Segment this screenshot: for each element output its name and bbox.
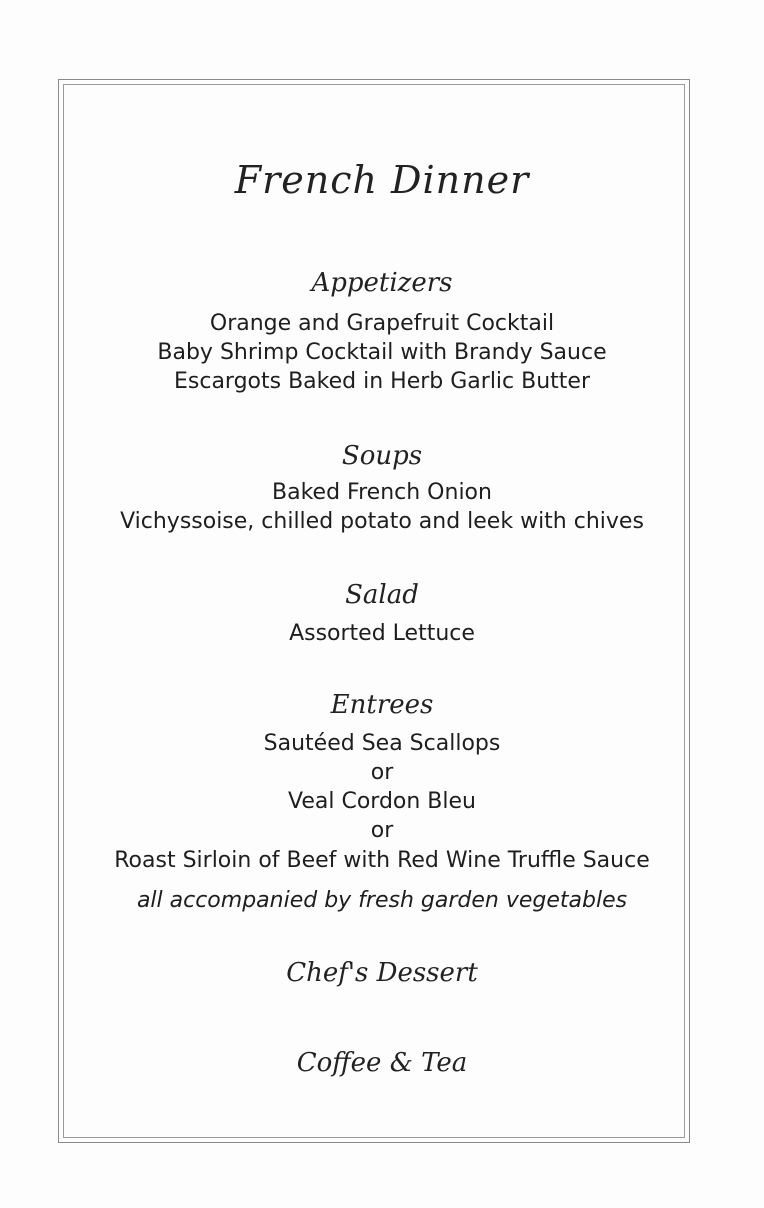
menu-item: Orange and Grapefruit Cocktail [209,311,555,336]
menu-item: Escargots Baked in Herb Garlic Butter [173,369,590,394]
menu-item: Baby Shrimp Cocktail with Brandy Sauce [157,340,607,365]
menu-item: Assorted Lettuce [289,621,475,646]
menu-item: Veal Cordon Bleu [288,789,476,814]
menu-item-or: or [370,818,394,843]
menu-title: French Dinner [234,158,530,202]
menu-item-note: all accompanied by fresh garden vegetables [136,888,628,913]
menu-item-or: or [370,760,394,785]
section-heading-beverages: Coffee & Tea [296,1048,468,1078]
section-heading-soups: Soups [341,441,423,471]
menu-item: Roast Sirloin of Beef with Red Wine Truffle Sauce [114,848,650,873]
menu-item: Baked French Onion [272,480,492,505]
menu-item: Vichyssoise, chilled potato and leek with chives [120,509,644,534]
menu-item: Sautéed Sea Scallops [263,731,501,756]
section-heading-salad: Salad [345,580,419,610]
section-heading-dessert: Chef's Dessert [286,958,478,988]
section-heading-appetizers: Appetizers [311,268,453,298]
section-heading-entrees: Entrees [330,690,434,720]
